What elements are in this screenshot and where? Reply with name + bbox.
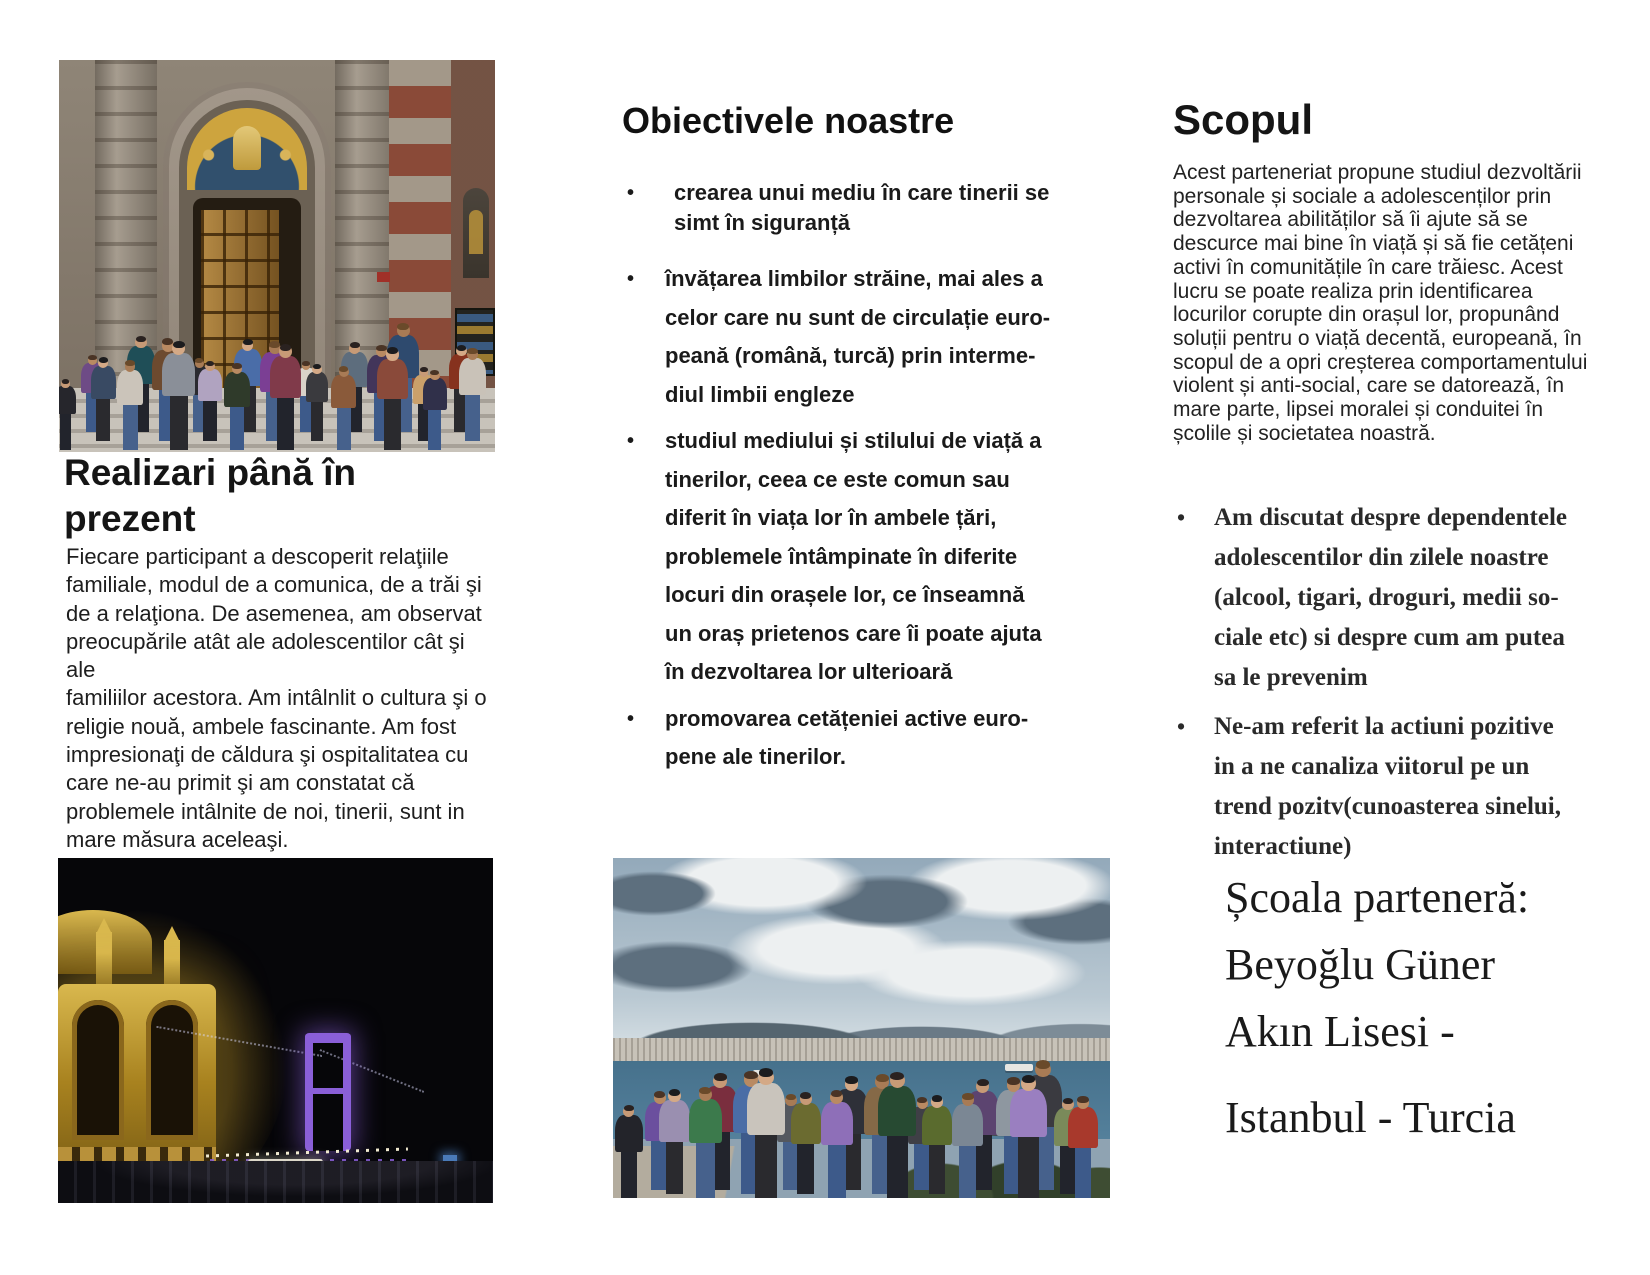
objective-text [665,260,1052,414]
text-line: mare măsura aceleaşi. [66,826,289,852]
text-line: familiilor acestora. Am intâlnlit o cultura şi o [66,685,487,711]
person-head [668,1090,680,1102]
person-hair [714,1073,727,1081]
bullet-icon: • [627,707,635,730]
person-head [172,342,185,355]
person-torso [878,1086,916,1136]
text-line: mare parte, lipsei moralei și conduitei în [1173,398,1544,422]
text-line: prezent [64,498,196,539]
text-line: locuri din orașele lor, ce înseamnă [665,582,1025,607]
text-line: (alcool, tigari, droguri, medii so- [1214,584,1559,611]
person-legs [277,398,295,450]
list-item [622,260,1052,414]
person-head [312,365,321,374]
person-hair [669,1089,681,1096]
person-head [713,1074,727,1088]
text-line: diferit în viața lor în ambele țări, [665,505,997,530]
text-line: adolescentilor din zilele noastre [1214,544,1549,571]
bullet-icon: • [627,430,635,452]
person-hair [699,1087,711,1095]
text-line: studiul mediului și stilului de viață a [665,428,1042,453]
person-hair [62,379,70,384]
text-line: familiale, modul de a comunica, de a trăi şi [66,572,482,598]
text-line: care ne-au primit şi am constatat că [66,770,415,796]
person-hair [430,370,439,376]
text-line: scopul de a opri creșterea comportamentului [1173,350,1588,374]
person-legs [666,1142,683,1194]
person-torso [91,366,116,399]
person-hair [932,1095,943,1102]
person-hair [313,364,321,369]
person-figure [423,371,447,451]
photo-ortakoy-mosque-night [58,858,493,1203]
text-line: impresionaţi de căldura şi ospitalitatea cu [66,742,469,768]
person-torso [1010,1089,1047,1138]
person-hair [397,323,409,331]
person-hair [1022,1075,1035,1083]
person-hair [1077,1096,1088,1103]
person-legs [887,1136,908,1198]
person-hair [387,347,398,354]
text-line: diul limbii engleze [665,381,855,407]
person-hair [890,1072,904,1081]
person-head [279,345,292,358]
text-line: activi în comunitățile în care trăiesc. Acest [1173,255,1563,279]
person-head [845,1077,859,1091]
text-line: crearea unui mediu în care tinerii se [674,180,1050,205]
text-line: Școala parteneră: [1225,873,1530,922]
person-figure [747,1070,785,1198]
text-line: învățarea limbilor străine, mai ales a [665,266,1043,291]
discussion-text [1214,498,1580,698]
text-line: violent și anti-social, care se datorează, în [1173,374,1565,398]
text-line: Akın Lisesi - [1225,1007,1455,1056]
person-figure [306,365,329,441]
person-legs [123,405,138,450]
person-figure [791,1093,821,1194]
person-hair [800,1092,811,1099]
person-figure [821,1091,853,1198]
text-line: interactiune) [1214,833,1352,860]
person-torso [821,1102,853,1145]
person-torso [423,378,447,410]
student-group-crowd [613,858,1110,1198]
list-item [1173,707,1583,867]
bosphorus-water-night [58,1161,493,1203]
person-torso [377,359,408,400]
section-heading-obiective: Obiectivele noastre [622,100,955,141]
person-legs [696,1143,714,1198]
text-line: locurilor corupte din orașul lor, propunând [1173,303,1560,327]
realizari-paragraph [66,543,490,854]
photo-church-group [59,60,495,452]
discussion-list [1173,498,1583,876]
list-item [1173,498,1583,698]
person-head [135,337,146,348]
person-legs [1018,1137,1038,1198]
person-torso [747,1083,785,1134]
text-line: peană (română, turcă) prin interme- [665,343,1036,368]
person-torso [659,1100,690,1142]
objective-text [665,700,1052,777]
student-group-crowd [59,60,495,452]
text-line: ciale etc) si despre cum am putea [1214,624,1565,651]
person-figure [59,380,76,450]
person-figure [1068,1097,1098,1198]
person-figure [91,358,116,441]
person-hair [977,1079,989,1087]
person-figure [270,345,301,450]
person-legs [170,396,188,450]
person-legs [203,401,216,441]
person-torso [689,1099,722,1143]
person-figure [659,1090,690,1194]
person-torso [1068,1107,1098,1147]
person-figure [952,1094,983,1198]
text-line: celor care nu sunt de circulație euro- [665,304,1051,330]
bullet-icon: • [1177,505,1186,530]
text-line: religie nouă, ambele fascinante. Am fost [66,713,457,739]
person-torso [331,375,356,408]
objective-text [665,422,1052,692]
text-line: Fiecare participant a descoperit relaţiile [66,544,449,569]
person-head [699,1088,712,1101]
person-head [397,324,410,337]
person-head [1021,1076,1036,1091]
person-head [1077,1097,1089,1109]
person-legs [60,414,72,450]
text-line: Istanbul - Turcia [1225,1093,1516,1142]
person-legs [384,399,401,450]
person-torso [922,1106,951,1145]
photo-bosphorus-group [613,858,1110,1198]
section-heading-realizari [64,450,494,542]
person-figure [224,364,250,450]
person-head [800,1093,812,1105]
person-legs [828,1145,846,1198]
person-hair [845,1076,857,1084]
section-heading-scopul: Scopul [1173,96,1314,143]
person-torso [952,1104,983,1146]
text-line: personale și sociale a adolescenților prin [1173,184,1552,208]
person-hair [350,342,360,348]
text-line: pene ale tinerilor. [665,744,846,769]
partner-school-title [1225,864,1625,1151]
person-head [830,1091,843,1104]
person-torso [224,372,250,406]
person-hair [467,348,477,354]
person-legs [621,1152,636,1198]
text-line: Am discutat despre dependentele [1214,504,1568,531]
text-line: promovarea cetățeniei active euro- [665,705,1029,731]
text-line: tinerilor, ceea ce este comun sau [665,466,1010,492]
objective-text [665,178,1052,238]
person-figure [331,367,356,450]
person-figure [459,349,487,441]
text-line: trend pozitv(cunoasterea sinelui, [1214,793,1561,820]
person-legs [929,1145,945,1194]
person-hair [339,366,348,372]
person-torso [117,370,144,406]
person-figure [377,348,408,450]
person-legs [337,408,351,450]
person-hair [136,336,147,343]
person-torso [615,1115,643,1152]
person-hair [1036,1060,1050,1069]
person-head [758,1070,773,1085]
text-line: un oraș prietenos care îi poate ajuta [665,620,1042,646]
person-legs [96,399,110,441]
person-head [125,361,136,372]
person-torso [306,372,329,403]
person-legs [755,1135,776,1198]
person-figure [922,1096,951,1194]
list-item [622,422,1052,692]
text-line: Ne-am referit la actiuni pozitive [1214,713,1554,740]
text-line: în dezvoltarea lor ulterioară [665,659,953,684]
text-line: sa le prevenim [1214,664,1368,691]
person-figure [162,342,194,450]
person-torso [791,1103,821,1143]
text-line: Beyoğlu Güner [1225,940,1496,989]
person-legs [959,1146,976,1198]
person-legs [1075,1148,1092,1199]
text-line: simt în siguranță [674,210,851,235]
person-hair [206,361,215,367]
bullet-icon: • [627,182,635,204]
person-legs [797,1144,814,1195]
list-item [622,700,1052,777]
person-head [61,380,69,388]
text-line: Acest parteneriat propune studiul dezvoltării [1173,161,1582,184]
text-line: preocupările atât ale adolescentilor cât şi ale [66,628,465,683]
text-line: soluții pentru o viață decentă, europeană, în [1173,326,1582,350]
person-figure [615,1106,643,1198]
text-line: in a ne canaliza viitorul pe un [1214,753,1530,780]
person-hair [831,1090,843,1097]
list-item [622,178,1052,238]
person-hair [232,363,241,369]
person-head [339,367,349,377]
bullet-icon: • [1177,714,1186,739]
text-line: Realizari până în [64,452,356,493]
text-line: problemele întâmpinate în diferite [665,543,1018,569]
person-torso [198,369,222,401]
person-head [467,349,478,360]
person-torso [459,358,487,395]
text-line: problemele intâlnite de noi, tinerii, sunt in [66,798,465,824]
person-figure [1010,1076,1047,1198]
person-legs [311,402,324,441]
text-line: școlile și societatea noastră. [1173,421,1436,445]
person-hair [173,341,185,349]
objectives-list [622,178,1052,785]
bullet-icon: • [627,268,635,290]
person-hair [624,1105,634,1111]
text-line: dezvoltarea abilităților să îi ajute să se [1173,208,1528,232]
person-legs [230,407,244,450]
person-hair [99,357,108,363]
person-head [205,362,215,372]
person-head [349,343,360,354]
person-hair [243,339,253,345]
person-head [386,348,398,360]
person-torso [162,353,194,396]
person-legs [428,410,441,450]
discussion-text [1214,707,1580,867]
person-head [890,1073,905,1088]
bridge-tower [305,1033,351,1151]
person-hair [962,1093,974,1100]
person-hair [125,360,135,366]
person-hair [759,1068,773,1077]
text-line: descurce mai bine în viață și să fie cetățeni [1173,232,1574,256]
person-figure [689,1088,722,1198]
scopul-paragraph [1173,161,1593,445]
person-figure [878,1073,916,1198]
person-torso [270,356,301,398]
person-torso [59,386,76,414]
person-head [430,371,440,381]
text-line: lucru se poate realiza prin identificarea [1173,279,1533,303]
person-figure [198,362,222,442]
person-figure [117,361,144,450]
person-head [931,1096,943,1108]
person-legs [465,395,481,441]
person-hair [280,344,292,351]
text-line: de a relaţiona. De asemenea, am observat [66,600,482,626]
